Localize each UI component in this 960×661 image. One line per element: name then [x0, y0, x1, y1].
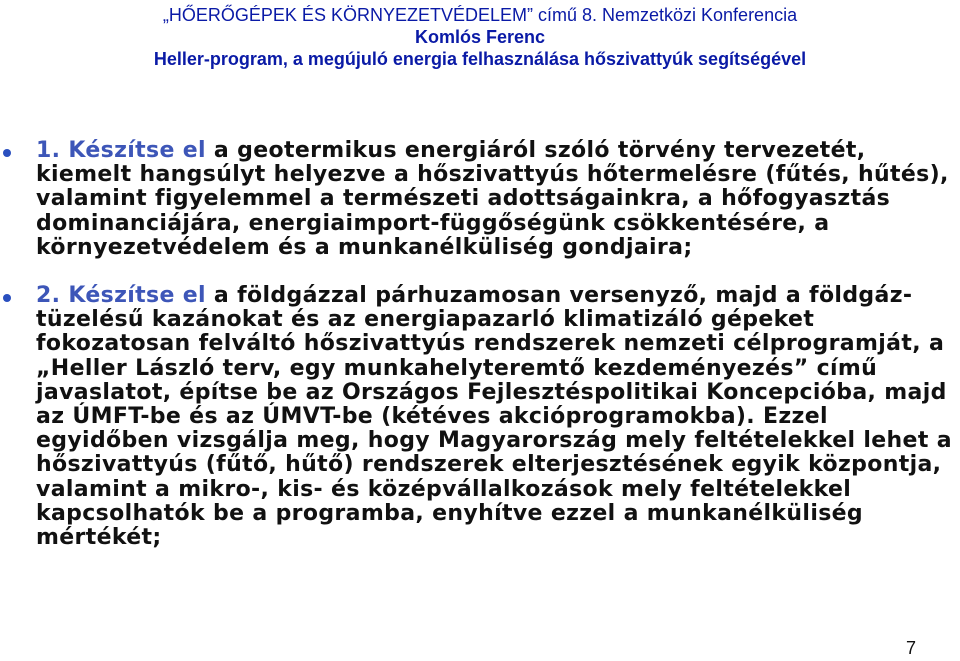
bullet-dot-icon: [3, 149, 11, 157]
conference-title: „HŐERŐGÉPEK ÉS KÖRNYEZETVÉDELEM” című 8. Nemzetközi Konferencia: [162, 5, 798, 25]
item-number: 1.: [36, 138, 69, 163]
presentation-title: Heller-program, a megújuló energia felhasználása hőszivattyúk segítségével: [153, 49, 807, 69]
bullet-list: [0, 139, 960, 550]
item-highlight: Készítse el: [68, 283, 206, 309]
list-item-2: [0, 284, 960, 550]
item-highlight: Készítse el: [68, 138, 206, 163]
list-item-1: [0, 139, 960, 260]
bullet-dot-icon: [3, 294, 11, 302]
item-text: a földgázzal párhuzamosan versenyző, majd a földgáz-tüzelésű kazánokat és az energiapazarló klimatizáló gépeket fokozatosan felváltó hőszivattyús rendszerek nemzeti célprogramját, a „Heller László terv, egy munkahelyteremtő kezdeményezés” című javaslatot, építse be az Országos Fejlesztéspolitikai Koncepcióba, majd az ÚMFT-be és az ÚMVT-be (kétéves akcióprogramokba). Ezzel egyidőben vizsgálja meg, hogy Magyarország mely feltételekkel lehet a hőszivattyús (fűtő, hűtő) rendszerek elterjesztésének egyik központja, valamint a mikro-, kis- és középvállalkozások mely feltételekkel kapcsolhatók be a programba, enyhítve ezzel a munkanélküliség mértékét;: [36, 283, 952, 551]
item-text: a geotermikus energiáról szóló törvény tervezetét, kiemelt hangsúlyt helyezve a hőszivattyús hőtermelésre (fűtés, hűtés), valamint figyelemmel a természeti adottságainkra, a hőfogyasztás dominanciájára, energiaimport-függőségünk csökkentésére, a környezetvédelem és a munkanélküliség gondjaira;: [36, 138, 949, 260]
page-number: 7: [905, 638, 916, 658]
item-number: 2.: [36, 283, 69, 309]
author-name: Komlós Ferenc: [414, 27, 546, 47]
slide-header: [0, 4, 960, 70]
